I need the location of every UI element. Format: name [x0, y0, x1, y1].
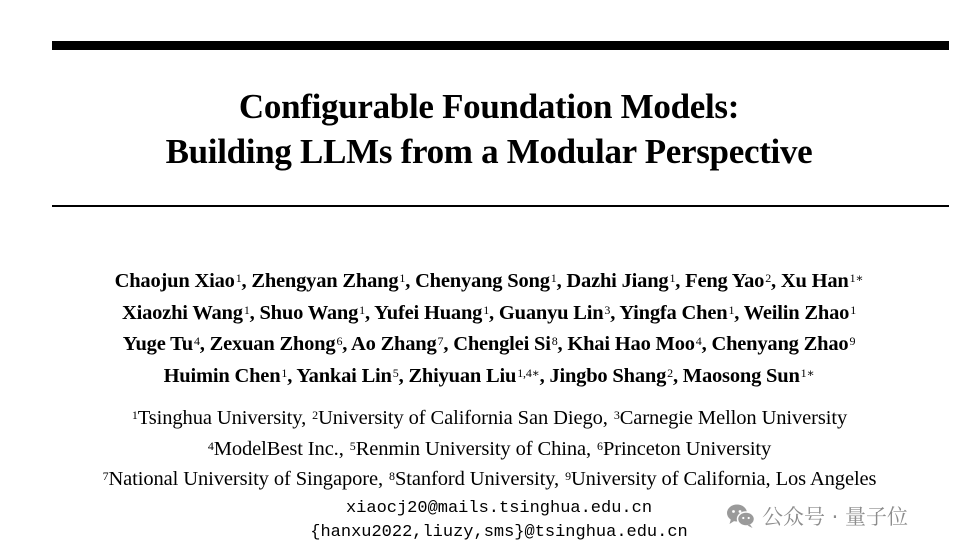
affiliation-marker: 4: [193, 334, 200, 348]
author: [567, 333, 701, 355]
author-name: Weilin Zhao: [743, 301, 850, 324]
author: [408, 365, 539, 387]
author-name: Khai Hao Moo: [567, 333, 695, 355]
author-name: Xiaozhi Wang: [121, 301, 243, 324]
affiliation-marker: 1: [728, 302, 735, 317]
author-name: Guanyu Lin: [498, 301, 604, 324]
author: [296, 365, 398, 387]
author-name: Zexuan Zhong: [209, 333, 336, 355]
author-list: [0, 266, 978, 392]
affiliation-marker: 2: [765, 271, 772, 285]
author: [164, 365, 288, 387]
author: [251, 270, 405, 292]
author-name: Yufei Huang: [374, 301, 483, 324]
author-name: Chaojun Xiao: [114, 270, 235, 292]
author-name: Feng Yao: [685, 270, 765, 292]
affiliation: [102, 468, 378, 490]
affiliation: [207, 438, 339, 460]
author: [619, 302, 734, 324]
affiliation-name: Stanford University: [394, 468, 554, 490]
author-name: Yankai Lin: [296, 364, 392, 387]
affiliation-name: University of California San Diego: [318, 407, 603, 429]
author: [259, 302, 365, 324]
top-rule: [52, 41, 949, 50]
paper-title: [0, 84, 978, 174]
affiliation-marker: 1: [669, 271, 676, 285]
affiliation-number: 5: [349, 438, 356, 453]
affiliation-line: $^1$Tsinghua University, $^2$University of California San Diego, $^3$Carnegie Mellon University: [131, 407, 848, 429]
affiliation-name: Renmin University of China: [355, 437, 586, 460]
author: [122, 302, 250, 324]
affiliation: [131, 407, 301, 429]
affiliation-marker: 4: [695, 334, 702, 348]
author-name: Maosong Sun: [682, 364, 800, 387]
author: [210, 333, 343, 355]
affiliation: [349, 438, 586, 460]
author-name: Yuge Tu: [122, 333, 193, 355]
author-name: Chenglei Si: [453, 333, 551, 355]
author-line: Xiaozhi Wang$^1$, Shuo Wang$^1$, Yufei Huang$^1$, Guanyu Lin$^3$, Yingfa Chen$^1$, Weilin Zhao$^1$: [121, 301, 857, 324]
affiliation-name: ModelBest Inc.: [213, 437, 339, 460]
affiliation-marker: 1∗: [800, 365, 815, 380]
title-line: Configurable Foundation Models:: [238, 87, 740, 126]
affiliation-number: 2: [312, 408, 319, 422]
affiliation: [613, 407, 847, 429]
affiliation-name: Princeton University: [602, 437, 772, 460]
author: [549, 365, 673, 387]
author-name: Zhengyan Zhang: [251, 270, 399, 292]
affiliation-marker: 1: [281, 365, 288, 380]
affiliation-marker: 1: [359, 302, 365, 317]
author-name: Xu Han: [780, 270, 849, 292]
watermark-text: 公众号 · 量子位: [762, 505, 909, 529]
author-name: Huimin Chen: [163, 364, 281, 387]
author: [415, 270, 557, 292]
affiliation-marker: 1: [243, 302, 250, 317]
email-line: {hanxu2022,liuzy,sms}@tsinghua.edu.cn: [310, 523, 688, 542]
affiliation-name: National University of Singapore: [108, 468, 378, 490]
affiliation-marker: 1,4∗: [517, 365, 540, 380]
author-name: Zhiyuan Liu: [408, 364, 517, 387]
affiliation-marker: 1: [850, 302, 857, 317]
affiliation: [388, 468, 554, 490]
affiliation-number: 9: [565, 469, 571, 483]
affiliation-line: $^7$National University of Singapore, $^8$Stanford University, $^9$University of California, Los Angeles: [102, 468, 877, 490]
affiliation-name: University of California, Los Angeles: [570, 468, 877, 490]
title-line: Building LLMs from a Modular Perspective: [165, 132, 813, 171]
author-name: Chenyang Zhao: [711, 333, 849, 355]
affiliation-list: [0, 403, 978, 495]
affiliation-marker: 7: [437, 334, 444, 348]
affiliation-marker: 3: [604, 302, 611, 317]
affiliation-marker: 1∗: [849, 271, 864, 285]
affiliation-marker: 6: [336, 334, 343, 348]
author-line: Huimin Chen$^1$, Yankai Lin$^5$, Zhiyuan Liu$^{1,4∗}$, Jingbo Shang$^2$, Maosong Sun$^{1∗}$: [163, 364, 815, 387]
affiliation-marker: 1: [399, 271, 406, 285]
affiliation-marker: 1: [235, 271, 242, 285]
author: [566, 270, 675, 292]
wechat-icon: [726, 503, 756, 529]
affiliation-marker: 9: [849, 334, 856, 348]
author: [115, 270, 242, 292]
author-line: Yuge Tu$^4$, Zexuan Zhong$^6$, Ao Zhang$^7$, Chenglei Si$^8$, Khai Hao Moo$^4$, Chenyang Zhao$^9$: [122, 333, 856, 355]
affiliation-number: 3: [613, 408, 620, 422]
affiliation-line: $^4$ModelBest Inc., $^5$Renmin University of China, $^6$Princeton University: [207, 437, 772, 460]
affiliation-marker: 2: [667, 365, 673, 380]
affiliation-marker: 1: [483, 302, 490, 317]
affiliation-number: 7: [102, 469, 109, 483]
affiliation-name: Tsinghua University: [137, 407, 302, 429]
affiliation: [596, 438, 771, 460]
author: [685, 270, 771, 292]
affiliation-marker: 1: [550, 271, 557, 285]
title-rule: [52, 205, 949, 207]
affiliation: [311, 407, 603, 429]
author: [781, 270, 864, 292]
affiliation-name: Carnegie Mellon University: [619, 407, 848, 429]
author-line: Chaojun Xiao$^1$, Zhengyan Zhang$^1$, Chenyang Song$^1$, Dazhi Jiang$^1$, Feng Yao$^2$, Xu Han$^{1∗}$: [114, 270, 864, 292]
author-name: Ao Zhang: [350, 333, 437, 355]
author: [499, 302, 610, 324]
author-name: Yingfa Chen: [619, 301, 728, 324]
email-line: xiaocj20@mails.tsinghua.edu.cn: [345, 499, 653, 518]
author: [744, 302, 856, 324]
author-name: Jingbo Shang: [549, 364, 667, 387]
author: [453, 333, 557, 355]
author-name: Shuo Wang: [259, 301, 359, 324]
affiliation-number: 1: [131, 408, 138, 422]
author: [374, 302, 489, 324]
wechat-watermark: [722, 500, 912, 532]
affiliation-number: 4: [207, 438, 214, 453]
author-name: Dazhi Jiang: [566, 270, 669, 292]
affiliation-marker: 8: [551, 334, 558, 348]
affiliation-number: 8: [389, 469, 395, 483]
author: [351, 333, 443, 355]
author: [123, 333, 200, 355]
author: [711, 333, 855, 355]
affiliation: [564, 468, 876, 490]
affiliation-number: 6: [597, 438, 603, 453]
affiliation-marker: 5: [392, 365, 399, 380]
author: [683, 365, 815, 387]
author-name: Chenyang Song: [415, 270, 550, 292]
